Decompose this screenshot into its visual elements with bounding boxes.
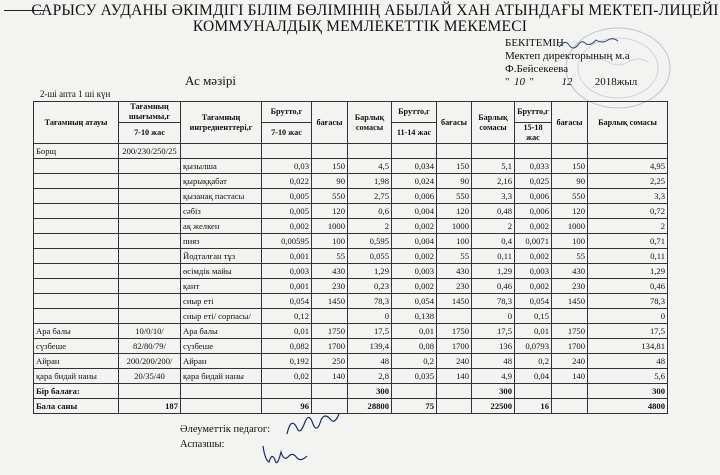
table-row bbox=[34, 339, 668, 354]
cell-p2: 150 bbox=[437, 159, 472, 174]
cell-p1 bbox=[312, 144, 348, 159]
cell-t3: 0,71 bbox=[588, 234, 668, 249]
per-child-total-3: 300 bbox=[588, 384, 668, 399]
header-dish: Тағамның атауы bbox=[34, 102, 119, 144]
cell-ing: ақ желкен bbox=[181, 219, 262, 234]
cell-t2: 1,29 bbox=[472, 264, 515, 279]
cell-yield bbox=[119, 189, 181, 204]
cell-p3 bbox=[552, 144, 588, 159]
cell-g3: 0,006 bbox=[515, 189, 552, 204]
cook-signature-icon bbox=[258, 440, 318, 470]
cell-dish: сүзбеше bbox=[34, 339, 119, 354]
cell-t1: 1,98 bbox=[348, 174, 392, 189]
cell-p2 bbox=[437, 144, 472, 159]
cell-p1: 1750 bbox=[312, 324, 348, 339]
cell-dish bbox=[34, 264, 119, 279]
cell-yield: 20/35/40 bbox=[119, 369, 181, 384]
approval-month: 12 bbox=[561, 76, 573, 88]
cell-p3: 230 bbox=[552, 279, 588, 294]
cell-ing: қара бидай наны bbox=[181, 369, 262, 384]
cell-p3: 1700 bbox=[552, 339, 588, 354]
cell-t1: 17,5 bbox=[348, 324, 392, 339]
cell-p2: 430 bbox=[437, 264, 472, 279]
header-total-1: Барлық сомасы bbox=[348, 102, 392, 144]
child-count-yield: 187 bbox=[119, 399, 181, 414]
header-gross-2: Брутто,г bbox=[392, 102, 437, 123]
cell-g2: 0,002 bbox=[392, 249, 437, 264]
cell-g3: 0,025 bbox=[515, 174, 552, 189]
cell-g1: 0,022 bbox=[262, 174, 312, 189]
cell-t3: 0 bbox=[588, 309, 668, 324]
cell-t2: 0,48 bbox=[472, 204, 515, 219]
table-row bbox=[34, 279, 668, 294]
cell-t1: 0,055 bbox=[348, 249, 392, 264]
cell-g3: 0,003 bbox=[515, 264, 552, 279]
table-row bbox=[34, 294, 668, 309]
cell-p2: 240 bbox=[437, 354, 472, 369]
header-price-3: бағасы bbox=[552, 102, 588, 144]
header-yield: Тағамның шығымы,г bbox=[119, 102, 181, 123]
cell-ing: қант bbox=[181, 279, 262, 294]
cell-g3: 0,006 bbox=[515, 204, 552, 219]
cell-yield bbox=[119, 309, 181, 324]
week-label: 2-ші апта 1 ші күн bbox=[40, 89, 111, 99]
cell-p2: 100 bbox=[437, 234, 472, 249]
table-row bbox=[34, 354, 668, 369]
cell-g3: 0,002 bbox=[515, 249, 552, 264]
cell-yield bbox=[119, 294, 181, 309]
cell-t1: 78,3 bbox=[348, 294, 392, 309]
approval-position: Мектеп директорының м.а bbox=[505, 50, 630, 62]
cell-g3: 0,033 bbox=[515, 159, 552, 174]
cell-g1: 0,03 bbox=[262, 159, 312, 174]
cell-yield bbox=[119, 159, 181, 174]
cell-t3: 2,25 bbox=[588, 174, 668, 189]
cell-dish: Борщ bbox=[34, 144, 119, 159]
cell-g2: 0,08 bbox=[392, 339, 437, 354]
cell-t3: 3,3 bbox=[588, 189, 668, 204]
cell-g2: 0,054 bbox=[392, 294, 437, 309]
cell-p1: 1700 bbox=[312, 339, 348, 354]
cell-ing: қызылша bbox=[181, 159, 262, 174]
cell-ing: пияз bbox=[181, 234, 262, 249]
cell-g2: 0,024 bbox=[392, 174, 437, 189]
cell-ing: Айран bbox=[181, 354, 262, 369]
cell-g2: 0,2 bbox=[392, 354, 437, 369]
cell-t2: 0 bbox=[472, 309, 515, 324]
cell-p3: 55 bbox=[552, 249, 588, 264]
header-total-2: Барлық сомасы bbox=[472, 102, 515, 144]
cell-p2: 1000 bbox=[437, 219, 472, 234]
cell-g2: 0,004 bbox=[392, 204, 437, 219]
cell-g1: 0,02 bbox=[262, 369, 312, 384]
cell-yield bbox=[119, 279, 181, 294]
header-gross-1: Брутто,г bbox=[262, 102, 312, 123]
cell-p1: 1000 bbox=[312, 219, 348, 234]
table-row bbox=[34, 144, 668, 159]
cell-g3: 0,2 bbox=[515, 354, 552, 369]
cell-g1: 0,192 bbox=[262, 354, 312, 369]
cell-t1: 4,5 bbox=[348, 159, 392, 174]
cell-p2: 90 bbox=[437, 174, 472, 189]
cell-p3: 140 bbox=[552, 369, 588, 384]
cell-ing: сиыр еті bbox=[181, 294, 262, 309]
cell-t2: 3,3 bbox=[472, 189, 515, 204]
cell-t1: 139,4 bbox=[348, 339, 392, 354]
menu-table-body bbox=[34, 144, 668, 384]
cell-g3: 0,002 bbox=[515, 219, 552, 234]
cell-dish bbox=[34, 294, 119, 309]
cell-ing bbox=[181, 144, 262, 159]
cell-p1: 250 bbox=[312, 354, 348, 369]
cell-t1: 0,23 bbox=[348, 279, 392, 294]
cell-ing: Ара балы bbox=[181, 324, 262, 339]
cell-ing: өсімдік майы bbox=[181, 264, 262, 279]
cell-dish bbox=[34, 249, 119, 264]
cell-t2: 78,3 bbox=[472, 294, 515, 309]
cell-p1: 430 bbox=[312, 264, 348, 279]
cell-t1: 2,75 bbox=[348, 189, 392, 204]
cell-g2: 0,035 bbox=[392, 369, 437, 384]
cell-t3: 17,5 bbox=[588, 324, 668, 339]
menu-table bbox=[33, 101, 668, 414]
cell-t1: 2,8 bbox=[348, 369, 392, 384]
cell-p2: 230 bbox=[437, 279, 472, 294]
cell-g1: 0,01 bbox=[262, 324, 312, 339]
cell-p1: 230 bbox=[312, 279, 348, 294]
cell-g3 bbox=[515, 144, 552, 159]
table-row bbox=[34, 369, 668, 384]
cell-g2: 0,002 bbox=[392, 219, 437, 234]
child-count-gross-1: 96 bbox=[262, 399, 312, 414]
cell-g1: 0,12 bbox=[262, 309, 312, 324]
cell-g2: 0,004 bbox=[392, 234, 437, 249]
table-row bbox=[34, 309, 668, 324]
cell-t1: 0 bbox=[348, 309, 392, 324]
cell-ing: қызанақ пастасы bbox=[181, 189, 262, 204]
cell-p2: 550 bbox=[437, 189, 472, 204]
cell-ing: сәбіз bbox=[181, 204, 262, 219]
cell-t1: 2 bbox=[348, 219, 392, 234]
cell-t3 bbox=[588, 144, 668, 159]
cell-t1: 48 bbox=[348, 354, 392, 369]
cell-p1: 55 bbox=[312, 249, 348, 264]
cell-g3: 0,15 bbox=[515, 309, 552, 324]
cell-t2: 48 bbox=[472, 354, 515, 369]
cell-g1: 0,002 bbox=[262, 219, 312, 234]
cell-g1: 0,005 bbox=[262, 189, 312, 204]
pedagogue-label: Әлеуметтік педагог: bbox=[180, 424, 271, 435]
cell-p2: 140 bbox=[437, 369, 472, 384]
cell-g1: 0,003 bbox=[262, 264, 312, 279]
cell-dish: қара бидай наны bbox=[34, 369, 119, 384]
cell-yield bbox=[119, 234, 181, 249]
cell-t3: 1,29 bbox=[588, 264, 668, 279]
header-price-2: бағасы bbox=[437, 102, 472, 144]
cell-t2: 2 bbox=[472, 219, 515, 234]
table-row bbox=[34, 249, 668, 264]
header-total-3: Барлық сомасы bbox=[588, 102, 668, 144]
table-row bbox=[34, 219, 668, 234]
cell-yield bbox=[119, 264, 181, 279]
cell-p2: 120 bbox=[437, 204, 472, 219]
cell-g1: 0,001 bbox=[262, 279, 312, 294]
cell-t1: 0,6 bbox=[348, 204, 392, 219]
per-child-row bbox=[34, 384, 668, 399]
cell-t2: 0,11 bbox=[472, 249, 515, 264]
cell-g3: 0,0071 bbox=[515, 234, 552, 249]
cell-t2: 136 bbox=[472, 339, 515, 354]
cell-p2 bbox=[437, 309, 472, 324]
approval-year: 2018жыл bbox=[594, 76, 638, 88]
table-row bbox=[34, 159, 668, 174]
cell-ing: сиыр еті/ сорпасы/ bbox=[181, 309, 262, 324]
cell-p2: 55 bbox=[437, 249, 472, 264]
cell-p3: 430 bbox=[552, 264, 588, 279]
cell-g3: 0,002 bbox=[515, 279, 552, 294]
cook-label: Аспазшы: bbox=[180, 439, 225, 450]
header-price-1: бағасы bbox=[312, 102, 348, 144]
menu-title: Ас мәзірі bbox=[185, 73, 236, 88]
pedagogue-signature-icon bbox=[283, 410, 343, 440]
cell-yield bbox=[119, 204, 181, 219]
cell-dish bbox=[34, 204, 119, 219]
cell-t2 bbox=[472, 144, 515, 159]
cell-g1 bbox=[262, 144, 312, 159]
child-count-gross-3: 16 bbox=[515, 399, 552, 414]
cell-p2: 1450 bbox=[437, 294, 472, 309]
cell-p1: 150 bbox=[312, 159, 348, 174]
cell-t3: 0,11 bbox=[588, 249, 668, 264]
cell-g2: 0,138 bbox=[392, 309, 437, 324]
cell-t3: 134,81 bbox=[588, 339, 668, 354]
cell-g1: 0,054 bbox=[262, 294, 312, 309]
cell-t1 bbox=[348, 144, 392, 159]
approval-name: Ф.Бейсекеева bbox=[505, 63, 569, 75]
per-child-label: Бір балаға: bbox=[34, 384, 119, 399]
cell-t2: 2,16 bbox=[472, 174, 515, 189]
child-count-total-2: 22500 bbox=[472, 399, 515, 414]
child-count-total-1: 28800 bbox=[348, 399, 392, 414]
cell-dish bbox=[34, 219, 119, 234]
approval-date: " 10 " 12 2018жыл bbox=[505, 76, 638, 88]
header-gross-3-age: 15-18 жас bbox=[515, 123, 552, 144]
cell-p3: 150 bbox=[552, 159, 588, 174]
cell-t3: 78,3 bbox=[588, 294, 668, 309]
cell-g2: 0,01 bbox=[392, 324, 437, 339]
cell-yield: 200/200/200/ bbox=[119, 354, 181, 369]
child-count-total-3: 4800 bbox=[588, 399, 668, 414]
cell-p1: 90 bbox=[312, 174, 348, 189]
cell-p1: 1450 bbox=[312, 294, 348, 309]
cell-dish: Айран bbox=[34, 354, 119, 369]
header-line-1: САРЫСУ АУДАНЫ ӘКІМДІГІ БІЛІМ БӨЛІМІНІҢ АБЫЛАЙ ХАН АТЫНДАҒЫ МЕКТЕП-ЛИЦЕЙІ bbox=[31, 2, 719, 19]
cell-p3: 1450 bbox=[552, 294, 588, 309]
cell-g1: 0,082 bbox=[262, 339, 312, 354]
cell-p1: 120 bbox=[312, 204, 348, 219]
cell-t2: 17,5 bbox=[472, 324, 515, 339]
cell-p1 bbox=[312, 309, 348, 324]
cell-p2: 1700 bbox=[437, 339, 472, 354]
cell-yield bbox=[119, 249, 181, 264]
cell-t3: 0,72 bbox=[588, 204, 668, 219]
cell-t2: 5,1 bbox=[472, 159, 515, 174]
cell-g2: 0,003 bbox=[392, 264, 437, 279]
cell-p3: 100 bbox=[552, 234, 588, 249]
cell-g3: 0,0793 bbox=[515, 339, 552, 354]
header-gross-3: Брутто,г bbox=[515, 102, 552, 123]
cell-t3: 4,95 bbox=[588, 159, 668, 174]
cell-t3: 2 bbox=[588, 219, 668, 234]
cell-ing: сүзбеше bbox=[181, 339, 262, 354]
cell-t2: 0,46 bbox=[472, 279, 515, 294]
cell-p3: 240 bbox=[552, 354, 588, 369]
cell-dish bbox=[34, 174, 119, 189]
cell-ing: Йодталған тұз bbox=[181, 249, 262, 264]
cell-yield: 200/230/250/25 bbox=[119, 144, 181, 159]
table-row bbox=[34, 189, 668, 204]
per-child-total-1: 300 bbox=[348, 384, 392, 399]
header-yield-age: 7-10 жас bbox=[119, 123, 181, 144]
approval-heading: БЕКІТЕМІН bbox=[505, 37, 564, 49]
cell-g2: 0,002 bbox=[392, 279, 437, 294]
child-count-row bbox=[34, 399, 668, 414]
cell-g2 bbox=[392, 144, 437, 159]
table-row bbox=[34, 324, 668, 339]
cell-dish bbox=[34, 279, 119, 294]
menu-table-footer bbox=[34, 384, 668, 414]
cell-p3: 550 bbox=[552, 189, 588, 204]
cell-t2: 4,9 bbox=[472, 369, 515, 384]
cell-g3: 0,04 bbox=[515, 369, 552, 384]
header-gross-1-age: 7-10 жас bbox=[262, 123, 312, 144]
cell-p3: 1750 bbox=[552, 324, 588, 339]
per-child-total-2: 300 bbox=[472, 384, 515, 399]
cell-g1: 0,005 bbox=[262, 204, 312, 219]
table-row bbox=[34, 174, 668, 189]
cell-t2: 0,4 bbox=[472, 234, 515, 249]
child-count-gross-2: 75 bbox=[392, 399, 437, 414]
header-gross-2-age: 11-14 жас bbox=[392, 123, 437, 144]
cell-g2: 0,034 bbox=[392, 159, 437, 174]
cell-g2: 0,006 bbox=[392, 189, 437, 204]
table-row bbox=[34, 264, 668, 279]
cell-p3 bbox=[552, 309, 588, 324]
cell-p1: 550 bbox=[312, 189, 348, 204]
cell-g1: 0,00595 bbox=[262, 234, 312, 249]
cell-g1: 0,001 bbox=[262, 249, 312, 264]
cell-dish bbox=[34, 234, 119, 249]
cell-yield: 82/80/79/ bbox=[119, 339, 181, 354]
cell-p3: 90 bbox=[552, 174, 588, 189]
header-line-2: КОММУНАЛДЫҚ МЕМЛЕКЕТТІК МЕКЕМЕСІ bbox=[192, 18, 528, 35]
cell-t3: 5,6 bbox=[588, 369, 668, 384]
cell-dish bbox=[34, 189, 119, 204]
director-signature-icon bbox=[556, 37, 626, 51]
cell-t1: 1,29 bbox=[348, 264, 392, 279]
cell-p3: 120 bbox=[552, 204, 588, 219]
cell-p1: 100 bbox=[312, 234, 348, 249]
cell-yield: 10/0/10/ bbox=[119, 324, 181, 339]
table-row bbox=[34, 234, 668, 249]
cell-dish bbox=[34, 309, 119, 324]
cell-g3: 0,01 bbox=[515, 324, 552, 339]
child-count-label: Бала саны bbox=[34, 399, 119, 414]
cell-t3: 48 bbox=[588, 354, 668, 369]
cell-ing: қырыққабат bbox=[181, 174, 262, 189]
table-row bbox=[34, 204, 668, 219]
cell-p3: 1000 bbox=[552, 219, 588, 234]
cell-p2: 1750 bbox=[437, 324, 472, 339]
cell-dish: Ара балы bbox=[34, 324, 119, 339]
cell-yield bbox=[119, 174, 181, 189]
cell-dish bbox=[34, 159, 119, 174]
cell-g3: 0,054 bbox=[515, 294, 552, 309]
cell-p1: 140 bbox=[312, 369, 348, 384]
header-ingredients: Тағамның ингредиенттері,г bbox=[181, 102, 262, 144]
cell-t3: 0,46 bbox=[588, 279, 668, 294]
approval-day: 10 bbox=[514, 76, 525, 88]
cell-t1: 0,595 bbox=[348, 234, 392, 249]
cell-yield bbox=[119, 219, 181, 234]
